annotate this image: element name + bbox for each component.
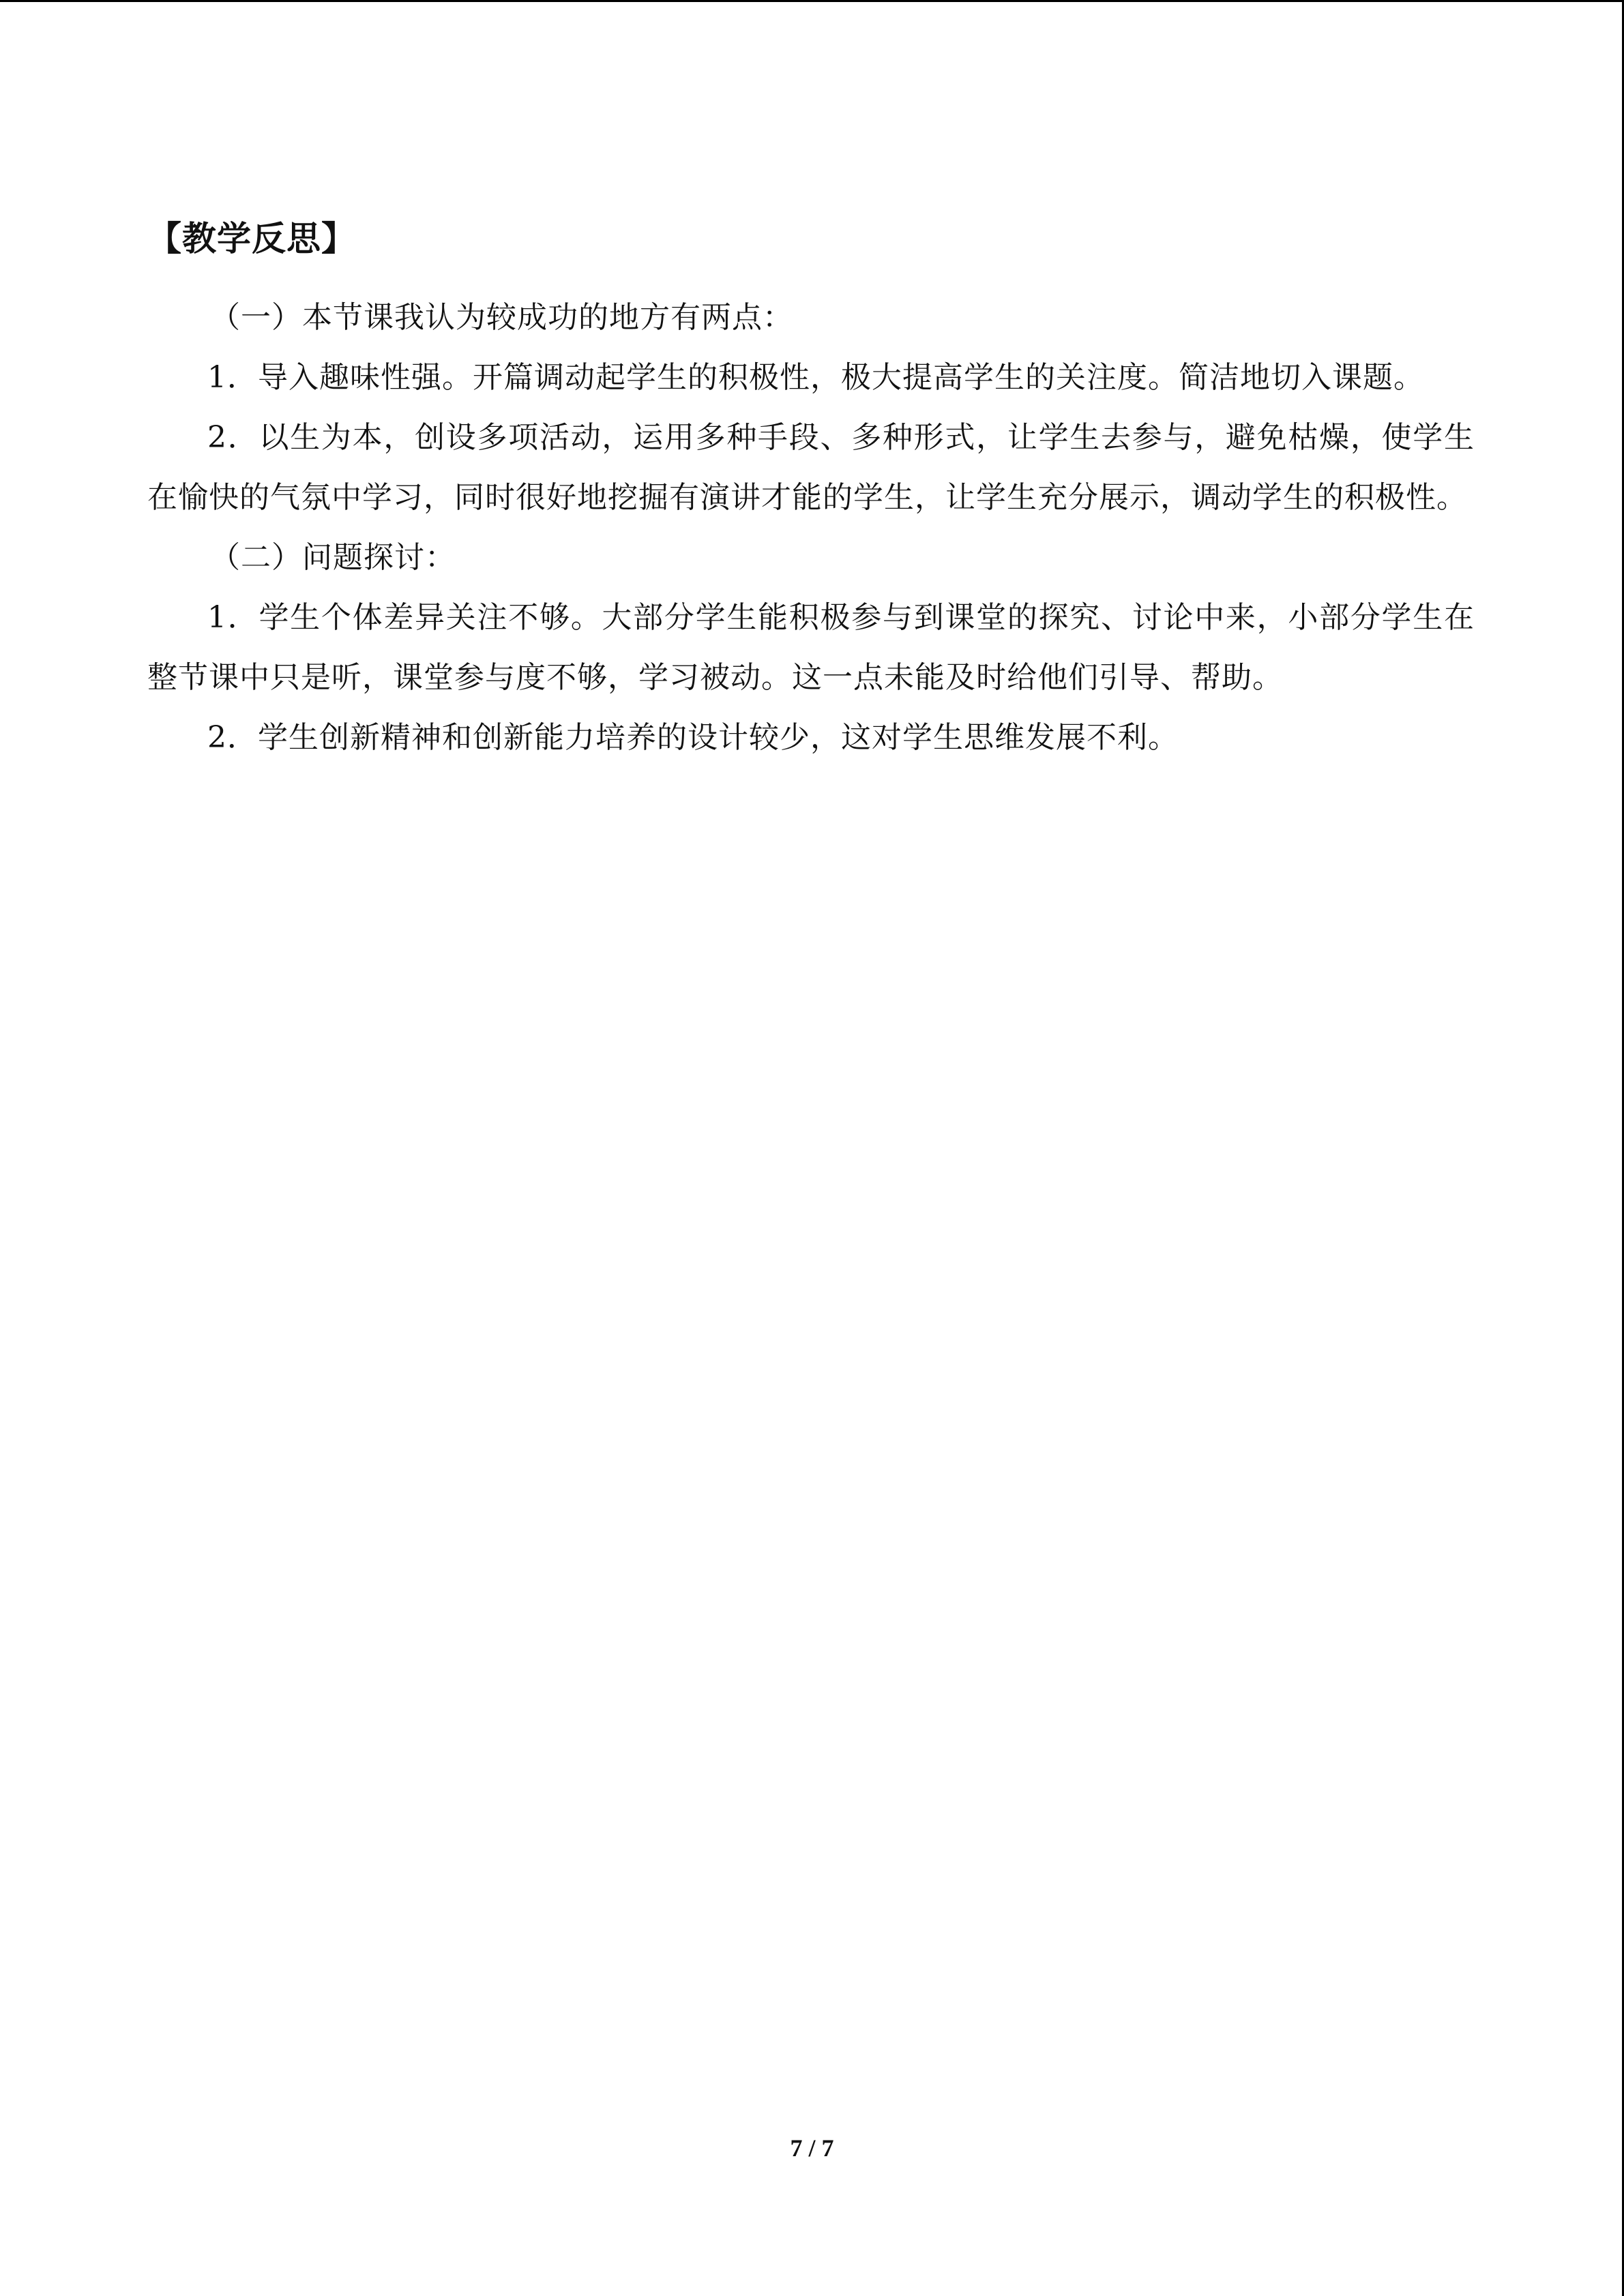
paragraph-success-1: 1．导入趣味性强。开篇调动起学生的积极性，极大提高学生的关注度。简洁地切入课题。 [207,360,1424,395]
subsection-heading-success: （一）本节课我认为较成功的地方有两点： [210,300,793,335]
document-body [147,211,1475,768]
paragraph-success-2: 2．以生为本，创设多项活动，运用多种手段、多种形式，让学生去参与，避免枯燥，使学生在愉快的气氛中学习，同时很好地挖掘有演讲才能的学生，让学生充分展示，调动学生的积极性。 [147,420,1475,515]
section-heading: 【教学反思】 [147,219,356,258]
page-border-top [0,0,1624,2]
page-number: 7 / 7 [790,2134,834,2162]
paragraph-issue-2: 2．学生创新精神和创新能力培养的设计较少，这对学生思维发展不利。 [207,720,1179,755]
subsection-heading-issues: （二）问题探讨： [210,540,456,575]
paragraph-issue-1: 1．学生个体差异关注不够。大部分学生能积极参与到课堂的探究、讨论中来，小部分学生在整节课中只是听，课堂参与度不够，学习被动。这一点未能及时给他们引导、帮助。 [147,600,1475,695]
